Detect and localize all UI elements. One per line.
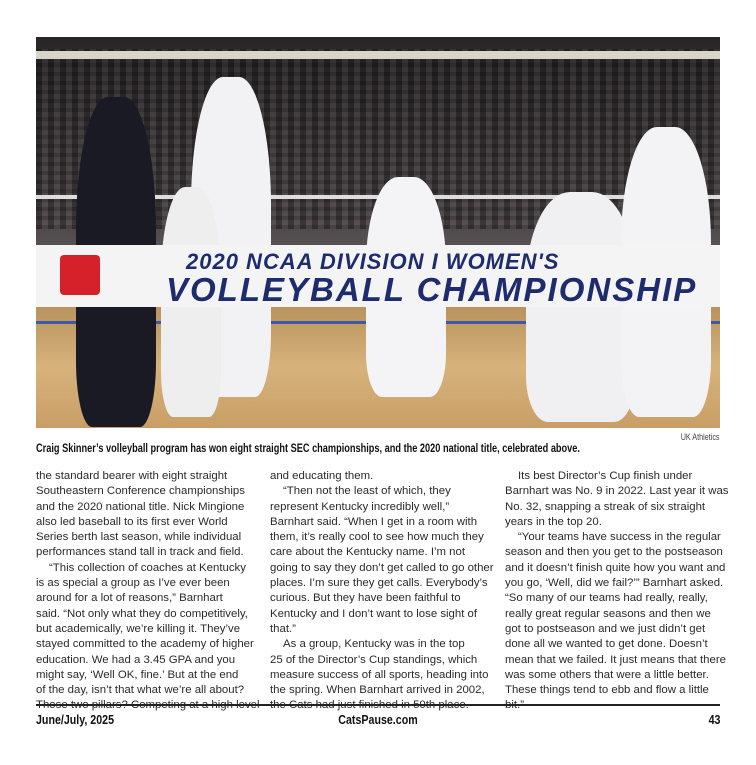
article-line: the standard bearer with eight straight bbox=[36, 470, 228, 482]
article-line: 25 of the Director’s Cup standings, which bbox=[270, 653, 478, 666]
photo-credit: UK Athletics bbox=[681, 432, 720, 442]
article-line: got to postseason and we just didn’t get bbox=[505, 622, 706, 635]
article-line: them, it’s really cool to see how much they bbox=[270, 531, 484, 544]
article-line: These things tend to ebb and flow a little bbox=[505, 684, 709, 697]
article-line: “Then not the least of which, they bbox=[283, 485, 451, 498]
ncaa-logo bbox=[60, 255, 100, 295]
article-line: that.” bbox=[270, 622, 296, 635]
article-line: Barnhart was No. 9 in 2022. Last year it was bbox=[505, 485, 729, 498]
banner-text-top: 2020 NCAA DIVISION I WOMEN'S bbox=[186, 249, 560, 274]
article-line: mean that we failed. It just means that there bbox=[505, 653, 726, 666]
article-line: years in the top 20. bbox=[505, 515, 602, 528]
photo-caption: Craig Skinner’s volleyball program has won eight straight SEC championships, and the 2020 national title, celebrated above. bbox=[36, 443, 580, 455]
article-line: and the 2020 national title. Nick Mingione bbox=[36, 500, 245, 513]
article-line: Kentucky and I don’t want to lose sight of bbox=[270, 607, 478, 620]
arena-rail bbox=[36, 51, 720, 59]
article-line: the spring. When Barnhart arrived in 2002, bbox=[270, 684, 485, 697]
article-line: education. We had a 3.45 GPA and you bbox=[36, 653, 236, 666]
article-line: you go, ‘Well, did we fail?’” Barnhart asked. bbox=[505, 577, 724, 590]
volleyball-celebration-photo bbox=[36, 37, 720, 428]
article-line: but academically, we’re killing it. They’ve bbox=[36, 622, 241, 635]
banner-text-bottom: VOLLEYBALL CHAMPIONSHIP bbox=[166, 271, 698, 308]
issue-date: June/July, 2025 bbox=[36, 712, 115, 727]
article-line: As a group, Kentucky was in the top bbox=[283, 638, 465, 651]
article-column-3 bbox=[505, 469, 727, 714]
article-line: measure success of all sports, heading into bbox=[270, 668, 489, 681]
article-line: curious. But they have been faithful to bbox=[270, 592, 461, 605]
article-line: care about the Kentucky name. I’m not bbox=[270, 546, 466, 559]
article-line: might say, ‘Well OK, fine.’ But at the end bbox=[36, 668, 239, 681]
article-line: places. I’m sure they get calls. Everybody’s bbox=[270, 577, 488, 590]
article-line: “Your teams have success in the regular bbox=[518, 531, 721, 544]
site-name: CatsPause.com bbox=[338, 712, 418, 727]
footer-rule bbox=[36, 704, 720, 706]
article-line: said. “Not only what they do competitively, bbox=[36, 607, 248, 620]
article-line: Its best Director’s Cup finish under bbox=[518, 470, 693, 482]
article-line: around for a lot of reasons,” Barnhart bbox=[36, 592, 223, 605]
article-column-2 bbox=[270, 469, 492, 714]
article-line: performances stand tall in track and field. bbox=[36, 546, 244, 559]
article-line: of the day, isn’t that what we’re all about? bbox=[36, 684, 245, 697]
article-line: was some others that were a little better. bbox=[505, 668, 709, 681]
article-line: also led baseball to its first ever World bbox=[36, 515, 228, 528]
article-line: is as special a group as I’ve ever been bbox=[36, 577, 230, 590]
article-column-1 bbox=[36, 469, 258, 714]
article-line: stayed committed to the academy of higher bbox=[36, 638, 254, 651]
article-line: really great regular seasons and then we bbox=[505, 607, 711, 620]
article-line: represent Kentucky incredibly well,” bbox=[270, 500, 450, 513]
article-line: done all we wanted to get done. Doesn’t bbox=[505, 638, 708, 651]
page-number: 43 bbox=[708, 712, 720, 727]
article-line: Southeastern Conference championships bbox=[36, 485, 245, 498]
article-line: “This collection of coaches at Kentucky bbox=[49, 561, 246, 574]
article-line: and educating them. bbox=[270, 470, 374, 482]
article-line: Series berth last season, while individual bbox=[36, 531, 242, 544]
article-line: Barnhart said. “When I get in a room with bbox=[270, 515, 478, 528]
article-line: going to say they don’t get called to go other bbox=[270, 561, 494, 574]
article-line: season and then you get to the postseason bbox=[505, 546, 723, 559]
article-line: “So many of our teams had really, really, bbox=[505, 592, 708, 605]
article-line: and it doesn’t finish quite how you want and bbox=[505, 561, 726, 574]
championship-banner bbox=[36, 245, 720, 307]
article-line: No. 32, snapping a streak of six straight bbox=[505, 500, 706, 513]
